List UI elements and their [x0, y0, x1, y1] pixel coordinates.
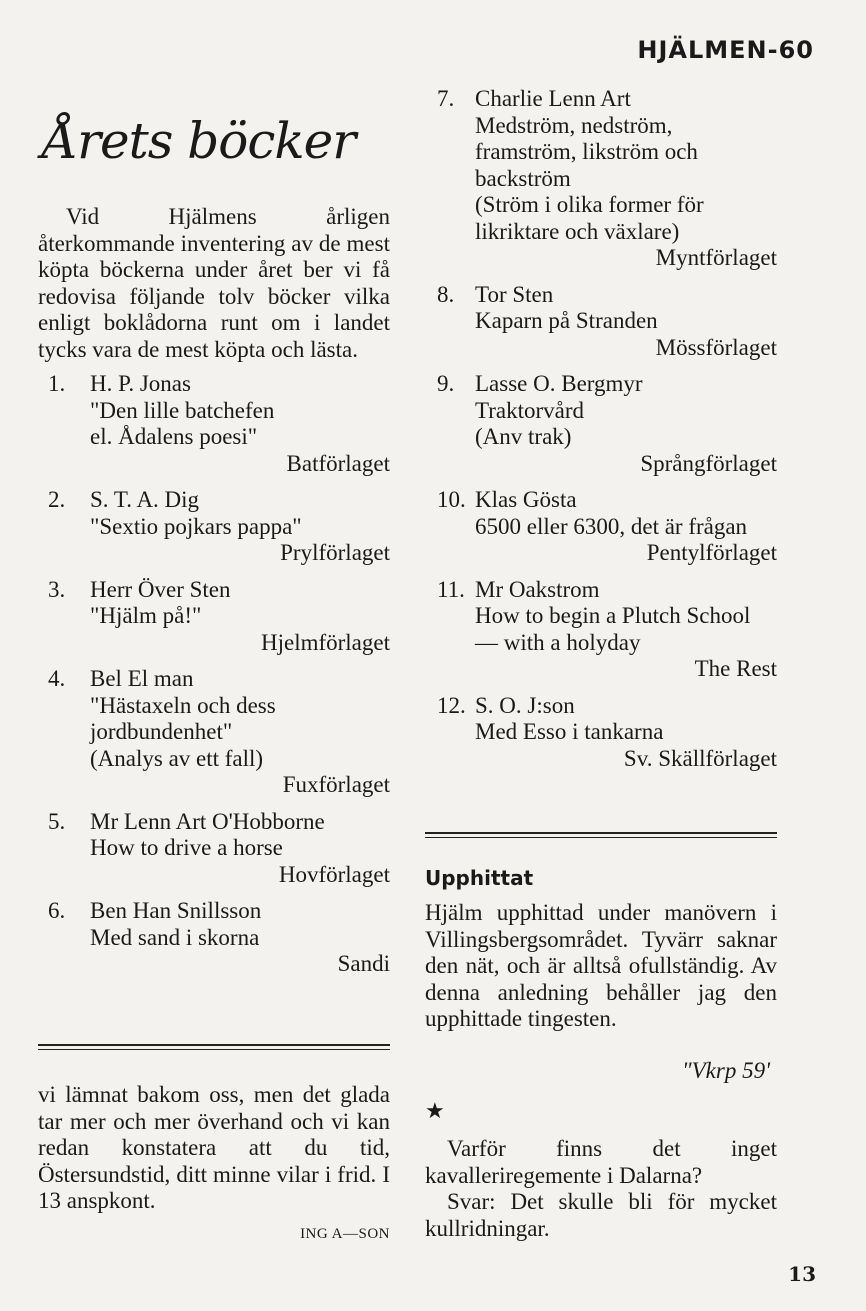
book-title-line: How to begin a Plutch School — with a holyday — [475, 603, 751, 655]
book-number: 7. — [437, 86, 455, 111]
book-number: 11. — [437, 576, 465, 602]
found-signature: "Vkrp 59' — [681, 1058, 770, 1083]
book-number: 9. — [437, 371, 455, 396]
book-title-line: (Ström i olika former för likriktare och växlare) — [475, 192, 704, 244]
found-heading: Upphittat — [425, 866, 534, 890]
joke-question: Varför finns det inget kavalleriregemente i Dalarna? — [425, 1136, 777, 1188]
book-number: 4. — [48, 666, 66, 691]
book-title-line: "Den lille batchefen — [90, 397, 275, 423]
book-author: S. O. J:son — [475, 692, 575, 718]
book-entry — [38, 487, 390, 567]
book-number: 12. — [437, 692, 466, 718]
book-number: 8. — [437, 281, 455, 307]
book-title-line: How to drive a horse — [90, 835, 283, 860]
closing-paragraph: vi lämnat bakom oss, men det glada tar mer och mer överhand och vi kan redan konstatera att du tid, Östersundstid, ditt minne vilar i frid. I 13 anspkont. — [38, 1082, 390, 1213]
book-author: Tor Sten — [475, 281, 554, 307]
book-title-line: "Hästaxeln och dess jordbundenhet" — [90, 692, 276, 744]
book-number: 10. — [437, 487, 466, 512]
book-title-line: "Hjälm på!" — [90, 603, 202, 628]
book-title-line: 6500 eller 6300, det är frågan — [475, 513, 748, 539]
book-list-left — [38, 371, 390, 978]
book-title-line: (Analys av ett fall) — [90, 745, 264, 771]
book-author: Herr Över Sten — [90, 576, 231, 602]
book-publisher: Pentylförlaget — [646, 540, 777, 565]
book-number: 2. — [48, 487, 66, 512]
book-author: Ben Han Snillsson — [90, 898, 262, 923]
book-title-line: el. Ådalens poesi" — [90, 424, 258, 449]
book-entry — [38, 809, 390, 889]
book-entry — [425, 86, 777, 272]
book-author: Klas Gösta — [475, 487, 577, 512]
joke-block — [425, 1136, 777, 1242]
book-author: Charlie Lenn Art — [475, 86, 631, 111]
running-header: HJÄLMEN-60 — [637, 36, 814, 64]
book-entry — [425, 282, 777, 362]
right-column — [425, 86, 777, 782]
book-publisher: Hjelmförlaget — [260, 629, 390, 655]
book-entry — [38, 898, 390, 978]
book-list-right — [425, 86, 777, 772]
book-author: Lasse O. Bergmyr — [475, 371, 643, 396]
book-publisher: Myntförlaget — [655, 245, 777, 270]
book-entry — [38, 371, 390, 477]
book-entry — [38, 577, 390, 657]
book-number: 3. — [48, 576, 66, 602]
book-entry — [38, 666, 390, 799]
book-publisher: The Rest — [694, 656, 777, 681]
book-number: 1. — [48, 371, 66, 396]
book-publisher: Mössförlaget — [655, 334, 777, 360]
divider-rule-right — [425, 832, 777, 838]
book-number: 5. — [48, 808, 66, 834]
book-publisher: Fuxförlaget — [282, 772, 390, 797]
intro-paragraph: Vid Hjälmens årligen återkommande inventering av de mest köpta böckerna under året ber vi få redovisa följande tolv böcker vilka enligt boklådorna runt om i landet tycks vara de mest köpta och lästa. — [38, 204, 390, 362]
book-entry — [425, 577, 777, 683]
book-title-line: Kaparn på Stranden — [475, 308, 658, 333]
book-publisher: Sandi — [337, 951, 390, 976]
book-publisher: Prylförlaget — [280, 540, 390, 565]
book-entry — [425, 371, 777, 477]
star-ornament: ★ — [425, 1098, 445, 1123]
book-publisher: Batförlaget — [286, 450, 390, 476]
book-author: S. T. A. Dig — [90, 487, 200, 512]
found-text: Hjälm upphittad under manövern i Villingsbergsområdet. Tyvärr saknar den nät, och är alltså ofullständig. Av denna anledning behåller jag den upphittade tingesten. — [425, 900, 777, 1031]
book-title-line: Traktorvård — [475, 397, 585, 423]
book-entry — [425, 487, 777, 567]
book-author: Mr Oakstrom — [475, 576, 600, 602]
book-title-line: "Sextio pojkars pappa" — [90, 513, 302, 539]
divider-rule-left — [38, 1044, 390, 1050]
article-title: Årets böcker — [42, 112, 356, 170]
book-title-line: Medström, nedström, framström, likström och backström — [475, 112, 698, 191]
page-number: 13 — [788, 1262, 816, 1286]
book-title-line: Med sand i skorna — [90, 924, 260, 950]
book-title-line: Med Esso i tankarna — [475, 719, 664, 744]
book-author: Mr Lenn Art O'Hobborne — [90, 808, 325, 834]
book-publisher: Språngförlaget — [640, 450, 777, 476]
book-number: 6. — [48, 898, 66, 923]
book-author: Bel El man — [90, 666, 194, 691]
left-column — [38, 204, 390, 988]
book-title-line: (Anv trak) — [475, 424, 572, 449]
book-publisher: Sv. Skällförlaget — [623, 745, 777, 771]
joke-answer: Svar: Det skulle bli för mycket kullridningar. — [425, 1189, 777, 1241]
book-author: H. P. Jonas — [90, 371, 191, 396]
author-signature: ING A—SON — [300, 1226, 390, 1242]
book-entry — [425, 693, 777, 773]
book-publisher: Hovförlaget — [278, 861, 390, 887]
